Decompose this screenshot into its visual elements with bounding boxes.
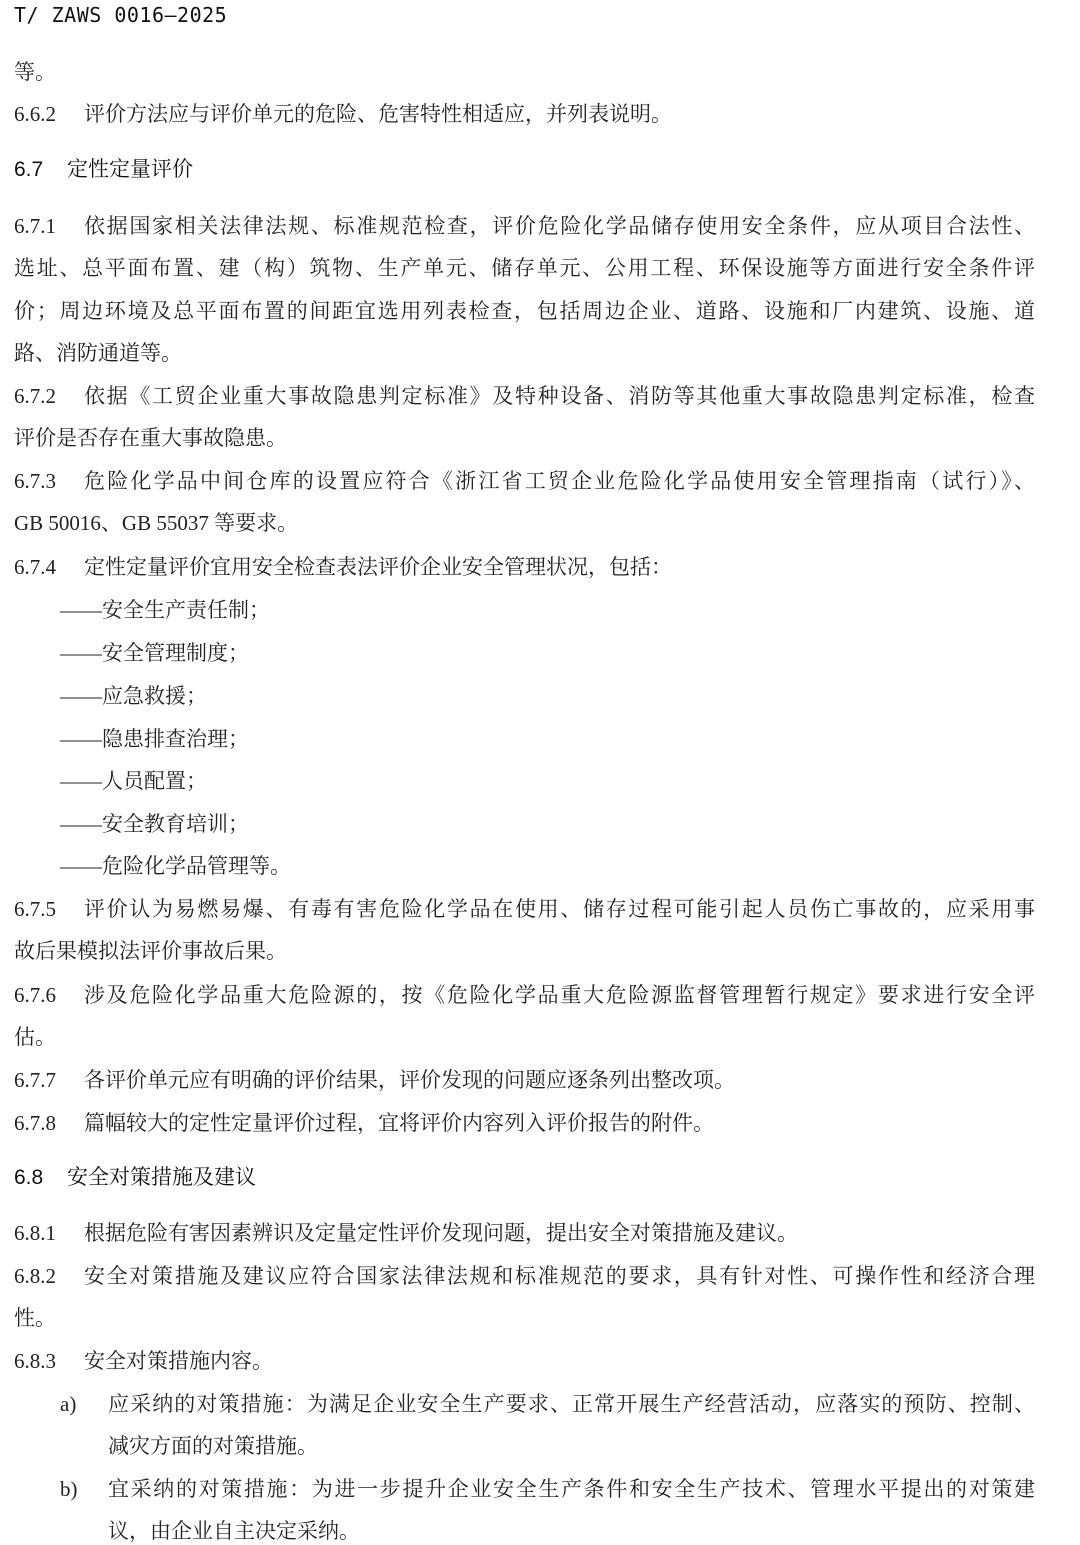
clause-text: 涉及危险化学品重大危险源的，按《危险化学品重大危险源监督管理暂行规定》要求进行安全评 [84,983,1035,1007]
list-item: ——安全生产责任制； [60,598,270,622]
list-label: b) [60,1477,78,1501]
paragraph-text: 等。 [14,60,56,84]
clause-number: 6.6.2 [14,102,56,126]
list-item: ——危险化学品管理等。 [60,854,291,878]
clause-text: 评价认为易燃易爆、有毒有害危险化学品在使用、储存过程可能引起人员伤亡事故的，应采用事 [84,897,1035,921]
dash-bullet: —— [60,769,102,793]
list-item-text: 议，由企业自主决定采纳。 [108,1519,360,1543]
section-number: 6.8 [14,1166,44,1189]
dash-bullet: —— [60,854,102,878]
clause-text: GB 50016、GB 55037 等要求。 [14,511,299,535]
section-title: 定性定量评价 [67,158,193,181]
document-code-header: T/ ZAWS 0016—2025 [14,3,228,27]
dash-bullet: —— [60,812,102,836]
list-item: ——安全管理制度； [60,641,249,665]
clause-text: 安全对策措施及建议应符合国家法律法规和标准规范的要求，具有针对性、可操作性和经济合理 [84,1264,1035,1288]
section-title: 安全对策措施及建议 [67,1166,256,1189]
clause-text: 根据危险有害因素辨识及定量定性评价发现问题，提出安全对策措施及建议。 [84,1221,798,1245]
list-item-text: 应采纳的对策措施：为满足企业安全生产要求、正常开展生产经营活动，应落实的预防、控制、 [108,1392,1035,1416]
clause-text: 评价方法应与评价单元的危险、危害特性相适应，并列表说明。 [84,102,672,126]
clause-number: 6.8.3 [14,1349,56,1373]
clause-number: 6.7.7 [14,1068,56,1092]
clause-number: 6.7.4 [14,555,56,579]
clause-text: 选址、总平面布置、建（构）筑物、生产单元、储存单元、公用工程、环保设施等方面进行安全条件评 [14,256,1035,280]
clause-text: 危险化学品中间仓库的设置应符合《浙江省工贸企业危险化学品使用安全管理指南（试行）》、 [84,469,1035,493]
clause-text: 定性定量评价宜用安全检查表法评价企业安全管理状况，包括： [84,555,672,579]
dash-bullet: —— [60,598,102,622]
clause-text: 评价是否存在重大事故隐患。 [14,426,287,450]
clause-text: 依据国家相关法律法规、标准规范检查，评价危险化学品储存使用安全条件，应从项目合法性、 [84,214,1035,238]
clause-text: 估。 [14,1025,56,1049]
clause-number: 6.7.8 [14,1111,56,1135]
dash-bullet: —— [60,684,102,708]
list-item: ——人员配置； [60,769,207,793]
clause-text: 故后果模拟法评价事故后果。 [14,939,287,963]
list-item: ——安全教育培训； [60,812,249,836]
dash-bullet: —— [60,641,102,665]
list-label: a) [60,1392,77,1416]
clause-text: 性。 [14,1306,56,1330]
list-item: ——应急救援； [60,684,207,708]
clause-number: 6.8.1 [14,1221,56,1245]
list-item: ——隐患排查治理； [60,727,249,751]
list-item-text: 减灾方面的对策措施。 [108,1434,318,1458]
clause-text: 依据《工贸企业重大事故隐患判定标准》及特种设备、消防等其他重大事故隐患判定标准，检查 [84,384,1035,408]
clause-text: 各评价单元应有明确的评价结果，评价发现的问题应逐条列出整改项。 [84,1068,735,1092]
clause-number: 6.7.5 [14,897,56,921]
clause-number: 6.8.2 [14,1264,56,1288]
section-number: 6.7 [14,158,44,181]
list-item-text: 宜采纳的对策措施：为进一步提升企业安全生产条件和安全生产技术、管理水平提出的对策建 [108,1477,1035,1501]
clause-text: 篇幅较大的定性定量评价过程，宜将评价内容列入评价报告的附件。 [84,1111,714,1135]
clause-number: 6.7.2 [14,384,56,408]
clause-number: 6.7.3 [14,469,56,493]
clause-number: 6.7.6 [14,983,56,1007]
clause-text: 价；周边环境及总平面布置的间距宜选用列表检查，包括周边企业、道路、设施和厂内建筑、设施、道 [14,299,1035,323]
clause-text: 路、消防通道等。 [14,341,182,365]
clause-number: 6.7.1 [14,214,56,238]
clause-text: 安全对策措施内容。 [84,1349,273,1373]
dash-bullet: —— [60,727,102,751]
